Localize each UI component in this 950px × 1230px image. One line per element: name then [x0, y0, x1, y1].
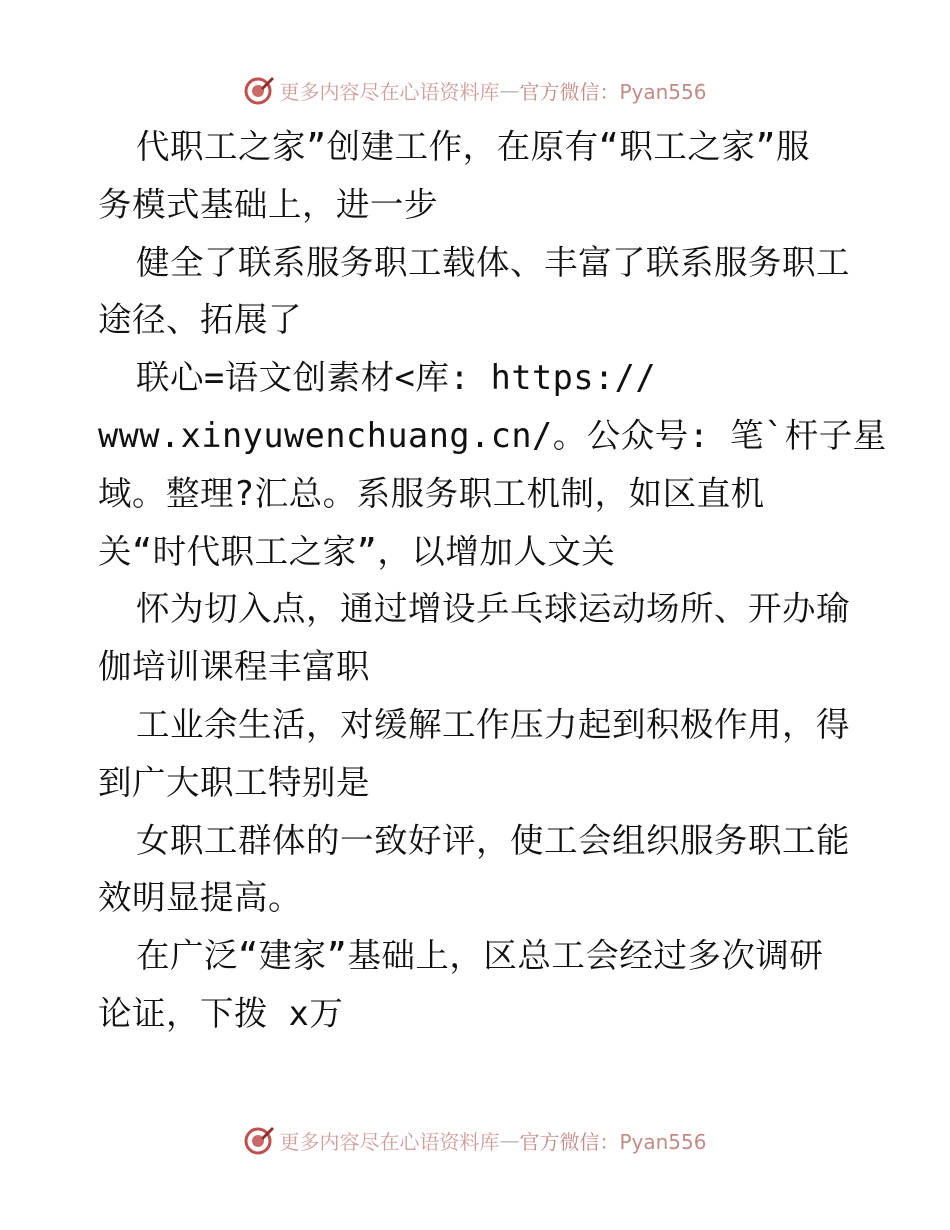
- text-line: www.xinyuwenchuang.cn/。公众号: 笔`杆子星: [98, 415, 887, 455]
- header-wechat-text: 官方微信：Pyan556: [519, 79, 707, 104]
- text-line: 关“时代职工之家”，以增加人文关: [98, 531, 616, 571]
- footer-banner-separator: —: [499, 1128, 520, 1152]
- text-line: 健全了联系服务职工载体、丰富了联系服务职工: [136, 242, 850, 282]
- text-line: 论证，下拨 x万: [98, 993, 344, 1033]
- text-line: 在广泛“建家”基础上，区总工会经过多次调研: [136, 936, 824, 976]
- document-body: [98, 118, 887, 1043]
- text-line: 伽培训课程丰富职: [98, 647, 370, 687]
- footer-banner-text: 更多内容尽在心语资料库: [279, 1129, 500, 1154]
- header-banner-text: 更多内容尽在心语资料库: [279, 79, 500, 104]
- seal-pen-icon: [243, 1124, 275, 1156]
- text-line: 效明显提高。: [98, 878, 302, 918]
- header-banner: [0, 70, 950, 110]
- footer-banner: [0, 1120, 950, 1160]
- text-line: 联心=语文创素材<库: https://: [136, 358, 657, 398]
- header-banner-separator: —: [499, 78, 520, 102]
- footer-wechat-text: 官方微信：Pyan556: [519, 1129, 707, 1154]
- text-line: 途径、拓展了: [98, 300, 302, 340]
- text-line: 工业余生活，对缓解工作压力起到积极作用，得: [136, 704, 850, 744]
- seal-pen-icon: [243, 74, 275, 106]
- text-line: 域。整理?汇总。系服务职工机制，如区直机: [98, 473, 765, 513]
- text-line: 代职工之家”创建工作，在原有“职工之家”服: [136, 127, 811, 166]
- text-line: 务模式基础上，进一步: [98, 184, 438, 224]
- text-line: 怀为切入点，通过增设乒乓球运动场所、开办瑜: [136, 589, 850, 629]
- text-line: 女职工群体的一致好评，使工会组织服务职工能: [136, 820, 850, 860]
- text-line: 到广大职工特别是: [98, 762, 370, 802]
